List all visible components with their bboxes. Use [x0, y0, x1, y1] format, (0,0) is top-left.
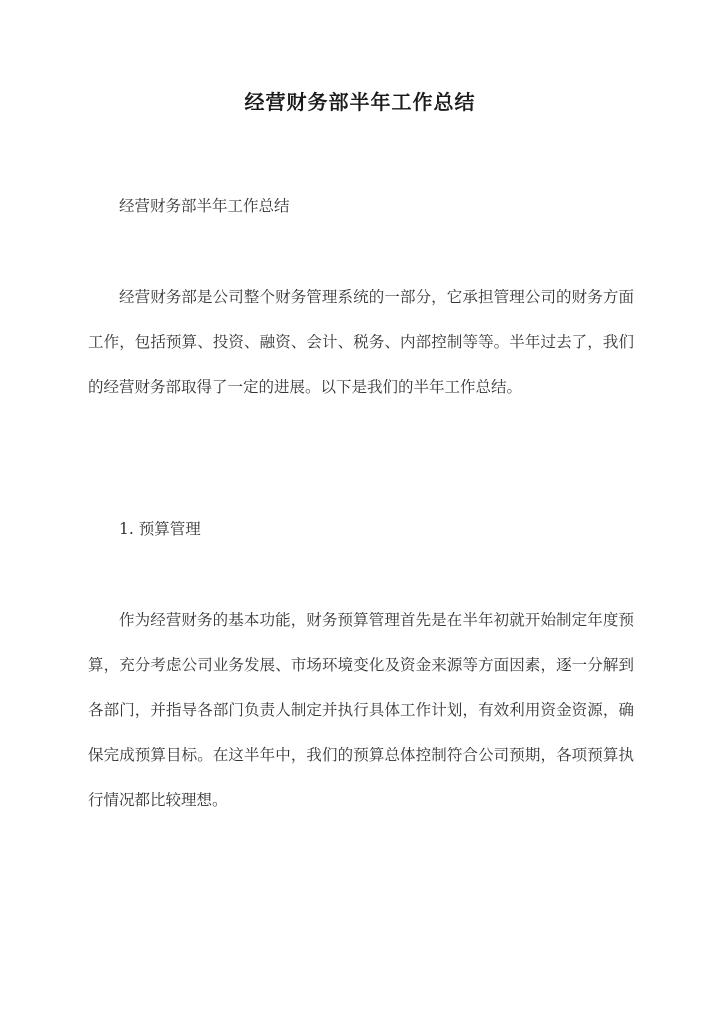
- intro-paragraph: 经营财务部是公司整个财务管理系统的一部分，它承担管理公司的财务方面工作，包括预算、投资、融资、会计、税务、内部控制等等。半年过去了，我们的经营财务部取得了一定的进展。以下是我们的半年工作总结。: [88, 288, 634, 396]
- document-subtitle: 经营财务部半年工作总结: [119, 197, 290, 215]
- section-heading-budget: 1. 预算管理: [119, 520, 201, 538]
- document-title: 经营财务部半年工作总结: [244, 90, 476, 114]
- budget-paragraph: 作为经营财务的基本功能，财务预算管理首先是在半年初就开始制定年度预算，充分考虑公司业务发展、市场环境变化及资金来源等方面因素，逐一分解到各部门，并指导各部门负责人制定并执行具体工作计划，有效利用资金资源，确保完成预算目标。在这半年中，我们的预算总体控制符合公司预期，各项预算执行情况都比较理想。: [88, 611, 634, 809]
